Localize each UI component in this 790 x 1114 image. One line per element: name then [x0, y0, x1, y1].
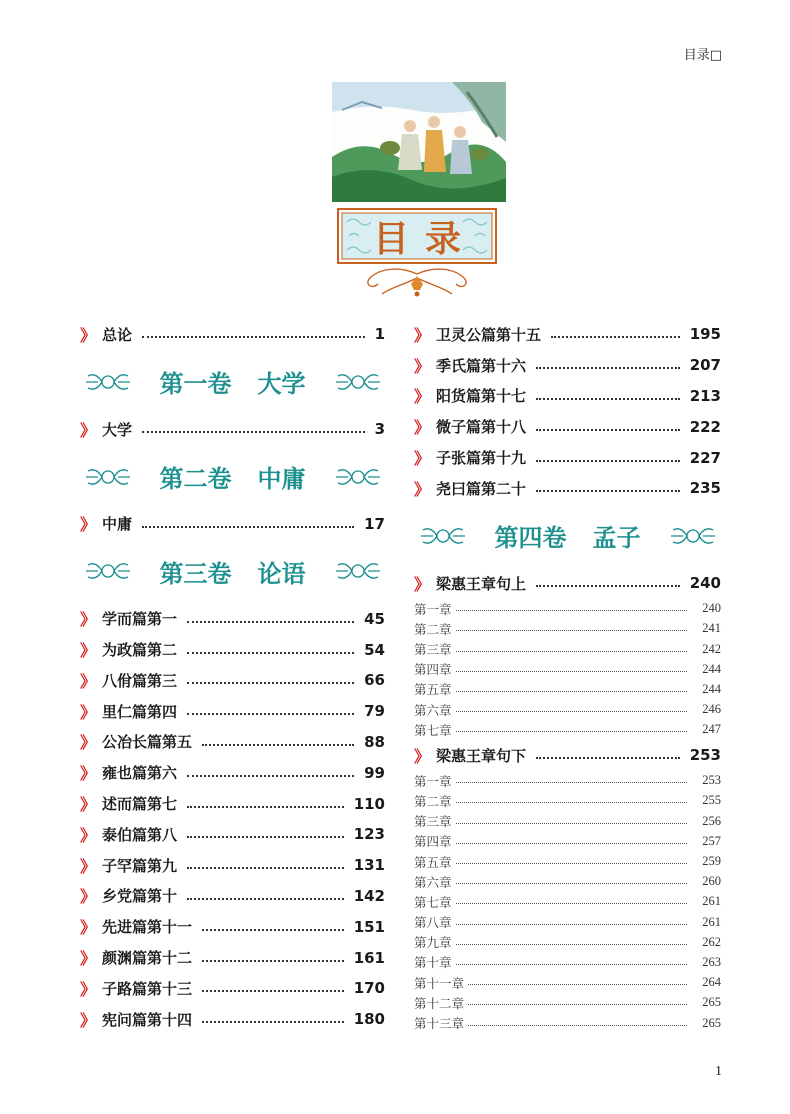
chevron-marker-icon: 》	[414, 746, 431, 766]
chapter-label: 第七章	[414, 895, 452, 910]
entry-page: 213	[689, 386, 721, 405]
chapter-page: 257	[702, 833, 721, 848]
volume-name: 中庸	[257, 464, 306, 494]
entry-page: 45	[364, 609, 385, 628]
entry-label: 子张篇第十九	[436, 449, 527, 468]
toc-entry[interactable]	[80, 509, 385, 540]
chevron-marker-icon: 》	[80, 825, 97, 845]
chapter-entry[interactable]	[414, 1013, 721, 1033]
chapter-page: 263	[702, 954, 721, 969]
leader-dots	[142, 526, 354, 528]
entry-page: 253	[689, 746, 721, 765]
entry-page: 1	[374, 325, 385, 344]
chevron-marker-icon: 》	[80, 733, 97, 753]
chapter-entry[interactable]	[414, 811, 721, 831]
toc-entry[interactable]	[414, 381, 721, 412]
entry-page: 131	[353, 856, 385, 875]
chapter-entry[interactable]	[414, 771, 721, 791]
toc-entry[interactable]	[80, 665, 385, 696]
leader-dots	[187, 775, 354, 777]
entry-page: 195	[689, 325, 721, 344]
toc-entry[interactable]	[80, 911, 385, 942]
chapter-entry[interactable]	[414, 639, 721, 659]
volume-heading	[80, 350, 385, 414]
chapter-label: 第一章	[414, 774, 452, 789]
leader-dots	[456, 651, 687, 652]
leader-dots	[456, 843, 687, 844]
leader-dots	[536, 757, 680, 759]
leader-dots	[456, 944, 687, 945]
entry-page: 151	[353, 917, 385, 936]
leader-dots	[468, 1025, 687, 1026]
entry-label: 颜渊篇第十二	[102, 949, 193, 968]
chevron-marker-icon: 》	[80, 641, 97, 661]
ornament-icon	[669, 521, 717, 551]
entry-label: 泰伯篇第八	[102, 825, 178, 844]
chevron-marker-icon: 》	[80, 515, 97, 535]
leader-dots	[187, 867, 344, 869]
toc-entry[interactable]	[80, 757, 385, 788]
entry-label: 梁惠王章句下	[436, 746, 527, 765]
entry-page: 54	[364, 640, 385, 659]
leader-dots	[456, 823, 687, 824]
toc-entry[interactable]	[414, 411, 721, 442]
entry-page: 240	[689, 574, 721, 593]
entry-page: 99	[364, 763, 385, 782]
chevron-marker-icon: 》	[414, 418, 431, 438]
toc-entry[interactable]	[80, 819, 385, 850]
title-flourish	[360, 264, 474, 302]
chevron-marker-icon: 》	[414, 356, 431, 376]
toc-right-column	[414, 319, 721, 1033]
leader-dots	[456, 731, 687, 732]
toc-entry[interactable]	[80, 319, 385, 350]
entry-label: 尧曰篇第二十	[436, 479, 527, 498]
entry-label: 雍也篇第六	[102, 764, 178, 783]
chevron-marker-icon: 》	[80, 918, 97, 938]
chevron-marker-icon: 》	[80, 702, 97, 722]
entry-label: 子罕篇第九	[102, 856, 178, 875]
chapter-entry[interactable]	[414, 619, 721, 639]
toc-entry[interactable]	[80, 727, 385, 758]
leader-dots	[142, 431, 365, 433]
entry-label: 学而篇第一	[102, 610, 178, 629]
chapter-label: 第八章	[414, 916, 452, 931]
chapter-label: 第十章	[414, 956, 452, 971]
chapter-page: 246	[702, 702, 721, 717]
chevron-marker-icon: 》	[80, 887, 97, 907]
page-number: 1	[715, 1064, 722, 1079]
leader-dots	[187, 806, 344, 808]
entry-label: 乡党篇第十	[102, 887, 178, 906]
entry-page: 66	[364, 671, 385, 690]
chapter-label: 第三章	[414, 815, 452, 830]
chevron-marker-icon: 》	[80, 979, 97, 999]
entry-page: 161	[353, 948, 385, 967]
leader-dots	[456, 610, 687, 611]
entry-label: 总论	[102, 325, 133, 344]
chevron-marker-icon: 》	[80, 325, 97, 345]
leader-dots	[536, 585, 680, 587]
chapter-label: 第七章	[414, 723, 452, 738]
entry-page: 123	[353, 825, 385, 844]
leader-dots	[551, 336, 680, 338]
chevron-marker-icon: 》	[414, 449, 431, 469]
leader-dots	[142, 336, 365, 338]
chevron-marker-icon: 》	[80, 420, 97, 440]
leader-dots	[456, 924, 687, 925]
chevron-marker-icon: 》	[80, 610, 97, 630]
entry-label: 中庸	[102, 515, 133, 534]
chapter-entry[interactable]	[414, 791, 721, 811]
page-title: 目录	[372, 218, 477, 260]
chapter-label: 第五章	[414, 683, 452, 698]
toc-entry[interactable]	[414, 442, 721, 473]
leader-dots	[456, 964, 687, 965]
entry-label: 里仁篇第四	[102, 702, 178, 721]
leader-dots	[202, 990, 344, 992]
leader-dots	[536, 367, 680, 369]
entry-page: 110	[353, 794, 385, 813]
leader-dots	[456, 903, 687, 904]
entry-page: 17	[364, 514, 385, 533]
toc-entry[interactable]	[80, 942, 385, 973]
leader-dots	[456, 691, 687, 692]
chapter-page: 240	[702, 601, 721, 616]
entry-label: 梁惠王章句上	[436, 574, 527, 593]
chapter-page: 261	[702, 894, 721, 909]
leader-dots	[187, 652, 354, 654]
chevron-marker-icon: 》	[80, 795, 97, 815]
leader-dots	[536, 490, 680, 492]
leader-dots	[456, 630, 687, 631]
leader-dots	[202, 1021, 344, 1023]
leader-dots	[202, 960, 344, 962]
ornament-icon	[84, 462, 132, 492]
chevron-marker-icon: 》	[414, 574, 431, 594]
leader-dots	[536, 460, 680, 462]
ornament-icon	[84, 367, 132, 397]
entry-label: 宪问篇第十四	[102, 1010, 193, 1029]
leader-dots	[468, 984, 687, 985]
leader-dots	[187, 682, 354, 684]
leader-dots	[202, 929, 344, 931]
chapter-page: 264	[702, 975, 721, 990]
chapter-page: 260	[702, 874, 721, 889]
volume-heading	[414, 504, 721, 568]
chapter-page: 265	[702, 995, 721, 1010]
toc-entry[interactable]	[80, 634, 385, 665]
chapter-label: 第十三章	[414, 1017, 465, 1032]
chapter-page: 244	[702, 661, 721, 676]
chapter-entry[interactable]	[414, 912, 721, 932]
toc-left-column	[80, 319, 385, 1035]
entry-page: 142	[353, 886, 385, 905]
chapter-page: 241	[702, 621, 721, 636]
volume-name: 大学	[257, 369, 306, 399]
volume-title: 第二卷	[159, 464, 232, 494]
chapter-entry[interactable]	[414, 872, 721, 892]
chapter-page: 244	[702, 681, 721, 696]
toc-entry[interactable]	[80, 973, 385, 1004]
ornament-icon	[334, 367, 382, 397]
chevron-marker-icon: 》	[80, 671, 97, 691]
chapter-entry[interactable]	[414, 700, 721, 720]
chevron-marker-icon: 》	[80, 764, 97, 784]
chapter-label: 第二章	[414, 622, 452, 637]
chapter-page: 247	[702, 722, 721, 737]
toc-entry[interactable]	[80, 696, 385, 727]
chapter-entry[interactable]	[414, 993, 721, 1013]
chapter-page: 256	[702, 813, 721, 828]
chapter-label: 第四章	[414, 835, 452, 850]
chapter-page: 261	[702, 914, 721, 929]
chapter-entry[interactable]	[414, 659, 721, 679]
toc-entry[interactable]	[80, 788, 385, 819]
toc-entry[interactable]	[80, 850, 385, 881]
ornament-icon	[334, 462, 382, 492]
entry-page: 222	[689, 417, 721, 436]
volume-name: 孟子	[592, 523, 641, 553]
chapter-label: 第九章	[414, 936, 452, 951]
leader-dots	[456, 711, 687, 712]
chapter-page: 253	[702, 773, 721, 788]
entry-page: 227	[689, 448, 721, 467]
leader-dots	[456, 863, 687, 864]
chapter-label: 第三章	[414, 643, 452, 658]
chapter-entry[interactable]	[414, 720, 721, 740]
toc-entry[interactable]	[414, 473, 721, 504]
entry-label: 为政篇第二	[102, 641, 178, 660]
volume-title: 第一卷	[159, 369, 232, 399]
toc-entry[interactable]	[80, 1004, 385, 1035]
volume-heading	[80, 539, 385, 603]
chapter-entry[interactable]	[414, 892, 721, 912]
entry-page: 3	[374, 420, 385, 439]
ornament-icon	[334, 556, 382, 586]
chapter-entry[interactable]	[414, 952, 721, 972]
leader-dots	[187, 836, 344, 838]
toc-entry[interactable]	[80, 603, 385, 634]
chevron-marker-icon: 》	[414, 325, 431, 345]
entry-label: 微子篇第十八	[436, 418, 527, 437]
entry-label: 八佾篇第三	[102, 671, 178, 690]
entry-label: 卫灵公篇第十五	[436, 325, 542, 344]
entry-label: 公冶长篇第五	[102, 733, 193, 752]
leader-dots	[456, 802, 687, 803]
chevron-marker-icon: 》	[414, 479, 431, 499]
entry-label: 阳货篇第十七	[436, 387, 527, 406]
chapter-entry[interactable]	[414, 932, 721, 952]
entry-page: 79	[364, 702, 385, 721]
toc-entry[interactable]	[80, 414, 385, 445]
entry-page: 170	[353, 979, 385, 998]
entry-label: 先进篇第十一	[102, 918, 193, 937]
entry-page: 180	[353, 1010, 385, 1029]
entry-label: 子路篇第十三	[102, 979, 193, 998]
entry-label: 季氏篇第十六	[436, 356, 527, 375]
toc-entry[interactable]	[414, 350, 721, 381]
ornament-icon	[84, 556, 132, 586]
chapter-page: 242	[702, 641, 721, 656]
chapter-entry[interactable]	[414, 973, 721, 993]
leader-dots	[456, 782, 687, 783]
chapter-label: 第二章	[414, 794, 452, 809]
volume-name: 论语	[257, 558, 306, 588]
chapter-label: 第六章	[414, 875, 452, 890]
chapter-entry[interactable]	[414, 599, 721, 619]
entry-label: 述而篇第七	[102, 795, 178, 814]
toc-entry[interactable]	[414, 568, 721, 599]
chapter-page: 255	[702, 793, 721, 808]
chevron-marker-icon: 》	[414, 387, 431, 407]
chevron-marker-icon: 》	[80, 1010, 97, 1030]
chapter-entry[interactable]	[414, 831, 721, 851]
toc-entry[interactable]	[414, 740, 721, 771]
volume-title: 第四卷	[494, 523, 567, 553]
leader-dots	[468, 1004, 687, 1005]
tea-picking-illustration	[332, 82, 506, 202]
chapter-label: 第六章	[414, 703, 452, 718]
entry-label: 大学	[102, 420, 133, 439]
volume-heading	[80, 445, 385, 509]
chevron-marker-icon: 》	[80, 856, 97, 876]
chapter-label: 第十一章	[414, 976, 465, 991]
leader-dots	[187, 621, 354, 623]
toc-entry[interactable]	[80, 881, 385, 912]
chapter-entry[interactable]	[414, 679, 721, 699]
leader-dots	[202, 744, 354, 746]
chapter-page: 265	[702, 1015, 721, 1030]
leader-dots	[536, 429, 680, 431]
toc-entry[interactable]	[414, 319, 721, 350]
chapter-label: 第十二章	[414, 996, 465, 1011]
chapter-page: 259	[702, 854, 721, 869]
entry-page: 235	[689, 479, 721, 498]
volume-title: 第三卷	[159, 558, 232, 588]
entry-page: 207	[689, 356, 721, 375]
chapter-entry[interactable]	[414, 851, 721, 871]
entry-page: 88	[364, 732, 385, 751]
chapter-page: 262	[702, 934, 721, 949]
leader-dots	[456, 883, 687, 884]
leader-dots	[187, 713, 354, 715]
chevron-marker-icon: 》	[80, 949, 97, 969]
ornament-icon	[419, 521, 467, 551]
chapter-label: 第五章	[414, 855, 452, 870]
leader-dots	[187, 898, 344, 900]
leader-dots	[536, 398, 680, 400]
chapter-label: 第四章	[414, 663, 452, 678]
leader-dots	[456, 671, 687, 672]
running-header: 目录□	[683, 48, 722, 63]
chapter-label: 第一章	[414, 602, 452, 617]
